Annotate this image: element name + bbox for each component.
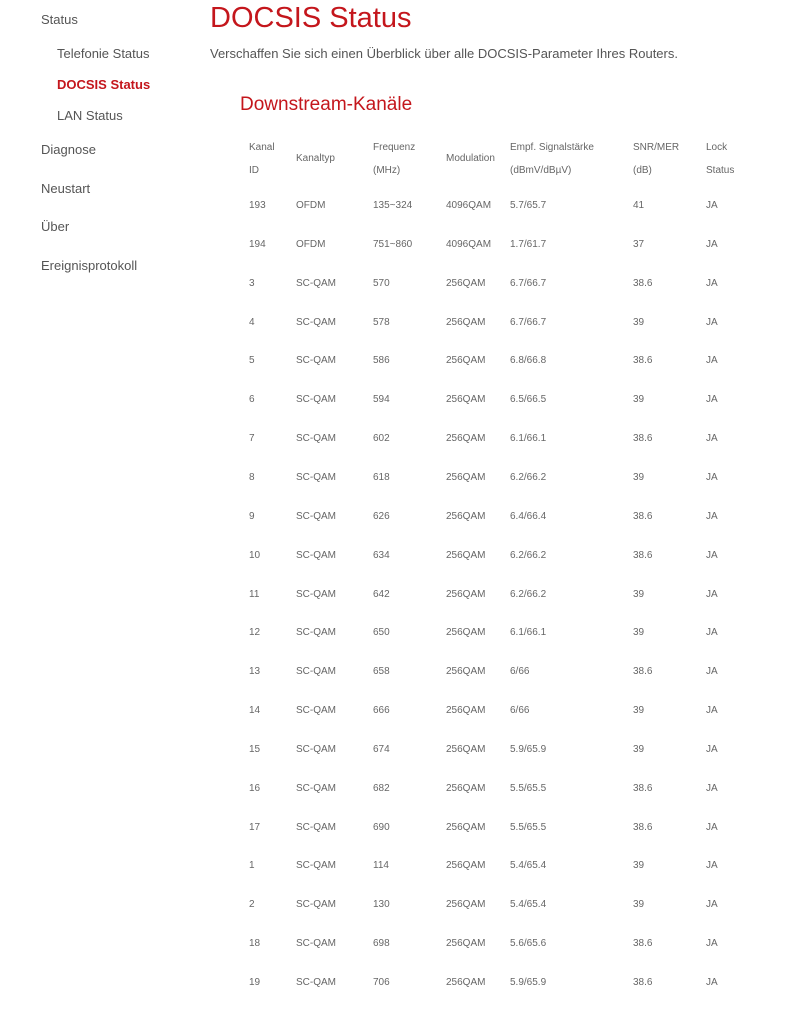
cell-kanal-id: 15: [249, 743, 261, 755]
cell-kanal-id: 193: [249, 200, 266, 211]
cell-signalstaerke: 5.4/65.4: [510, 899, 547, 911]
cell-lock-status: JA: [706, 355, 718, 367]
cell-snr-mer: 39: [633, 860, 645, 872]
cell-kanaltyp: SC-QAM: [296, 277, 336, 289]
cell-lock-status: JA: [706, 666, 718, 678]
cell-lock-status: JA: [706, 782, 718, 794]
cell-frequenz: 706: [373, 977, 390, 988]
cell-snr-mer: 39: [633, 705, 645, 717]
cell-frequenz: 682: [373, 782, 390, 794]
cell-lock-status: JA: [706, 238, 718, 250]
cell-kanal-id: 2: [249, 899, 255, 911]
header-frequenz: Frequenz (MHz): [373, 142, 416, 176]
cell-kanal-id: 1: [249, 860, 255, 872]
cell-snr-mer: 38.6: [633, 782, 653, 794]
cell-kanal-id: 16: [249, 782, 261, 794]
cell-kanal-id: 6: [249, 394, 255, 406]
header-snr-mer: SNR/MER (dB): [633, 142, 680, 176]
cell-modulation: 256QAM: [446, 666, 486, 678]
header-kanal-id: Kanal ID: [249, 142, 275, 176]
cell-kanaltyp: SC-QAM: [296, 627, 336, 639]
cell-signalstaerke: 6/66: [510, 666, 530, 678]
cell-modulation: 256QAM: [446, 627, 486, 639]
table-row: [240, 510, 792, 549]
cell-modulation: 4096QAM: [446, 238, 492, 250]
cell-lock-status: JA: [706, 277, 718, 289]
cell-lock-status: JA: [706, 938, 718, 950]
cell-snr-mer: 38.6: [633, 355, 653, 367]
cell-modulation: 256QAM: [446, 471, 486, 483]
cell-kanaltyp: SC-QAM: [296, 471, 336, 483]
cell-lock-status: JA: [706, 510, 718, 522]
header-signalstaerke: Empf. Signalstärke (dBmV/dBµV): [510, 142, 594, 176]
cell-kanaltyp: OFDM: [296, 200, 326, 211]
table-row: [240, 393, 792, 432]
cell-snr-mer: 39: [633, 394, 645, 406]
cell-snr-mer: 38.6: [633, 977, 653, 988]
cell-frequenz: 570: [373, 277, 390, 289]
cell-signalstaerke: 6.2/66.2: [510, 588, 547, 600]
cell-modulation: 256QAM: [446, 316, 486, 328]
sidebar-item-ereignisprotokoll[interactable]: Ereignisprotokoll: [41, 258, 138, 273]
cell-snr-mer: 37: [633, 238, 645, 250]
cell-snr-mer: 39: [633, 899, 645, 911]
page-title: DOCSIS Status: [210, 2, 412, 34]
cell-lock-status: JA: [706, 316, 718, 328]
cell-signalstaerke: 6.7/66.7: [510, 316, 547, 328]
cell-modulation: 256QAM: [446, 277, 486, 289]
table-row: [240, 471, 792, 510]
cell-lock-status: JA: [706, 860, 718, 872]
sidebar-item-status[interactable]: Status: [41, 12, 78, 27]
table-row: [240, 588, 792, 627]
cell-lock-status: JA: [706, 627, 718, 639]
table-row: [240, 782, 792, 821]
cell-kanal-id: 5: [249, 355, 255, 367]
cell-kanal-id: 17: [249, 821, 261, 833]
cell-modulation: 256QAM: [446, 782, 486, 794]
cell-frequenz: 634: [373, 549, 390, 561]
sidebar-item-diagnose[interactable]: Diagnose: [41, 142, 96, 157]
cell-modulation: 256QAM: [446, 743, 486, 755]
cell-kanaltyp: SC-QAM: [296, 666, 336, 678]
cell-modulation: 4096QAM: [446, 200, 492, 211]
cell-kanaltyp: SC-QAM: [296, 394, 336, 406]
cell-modulation: 256QAM: [446, 938, 486, 950]
cell-kanal-id: 4: [249, 316, 255, 328]
cell-signalstaerke: 5.9/65.9: [510, 977, 547, 988]
cell-signalstaerke: 6.1/66.1: [510, 627, 547, 639]
table-row: [240, 821, 792, 860]
table-row: [240, 743, 792, 782]
cell-kanaltyp: SC-QAM: [296, 782, 336, 794]
cell-snr-mer: 38.6: [633, 821, 653, 833]
table-row: [240, 937, 792, 976]
cell-frequenz: 666: [373, 705, 390, 717]
table-row: [240, 316, 792, 355]
table-row: [240, 549, 792, 588]
cell-lock-status: JA: [706, 899, 718, 911]
cell-modulation: 256QAM: [446, 433, 486, 445]
sidebar-item-docsis-status[interactable]: DOCSIS Status: [57, 77, 151, 92]
cell-signalstaerke: 6/66: [510, 705, 530, 717]
cell-signalstaerke: 6.4/66.4: [510, 510, 547, 522]
cell-kanaltyp: SC-QAM: [296, 821, 336, 833]
cell-modulation: 256QAM: [446, 977, 486, 988]
cell-kanaltyp: SC-QAM: [296, 588, 336, 600]
cell-kanaltyp: OFDM: [296, 238, 326, 250]
cell-frequenz: 650: [373, 627, 390, 639]
cell-kanaltyp: SC-QAM: [296, 316, 336, 328]
cell-signalstaerke: 6.5/66.5: [510, 394, 547, 406]
cell-frequenz: 698: [373, 938, 390, 950]
cell-modulation: 256QAM: [446, 355, 486, 367]
table-row: [240, 976, 792, 1015]
cell-snr-mer: 38.6: [633, 433, 653, 445]
cell-signalstaerke: 5.6/65.6: [510, 938, 547, 950]
cell-kanaltyp: SC-QAM: [296, 705, 336, 717]
cell-kanaltyp: SC-QAM: [296, 899, 336, 911]
header-kanaltyp: Kanaltyp: [296, 153, 335, 164]
cell-signalstaerke: 6.1/66.1: [510, 433, 547, 445]
cell-snr-mer: 38.6: [633, 549, 653, 561]
cell-frequenz: 642: [373, 588, 390, 600]
table-row: [240, 665, 792, 704]
sidebar-item-telefonie-status[interactable]: Telefonie Status: [57, 46, 150, 61]
cell-signalstaerke: 6.2/66.2: [510, 471, 547, 483]
cell-frequenz: 751~860: [373, 238, 413, 250]
cell-kanal-id: 14: [249, 705, 261, 717]
cell-signalstaerke: 6.8/66.8: [510, 355, 547, 367]
cell-modulation: 256QAM: [446, 510, 486, 522]
cell-kanaltyp: SC-QAM: [296, 938, 336, 950]
cell-kanal-id: 194: [249, 238, 266, 250]
table-row: [240, 859, 792, 898]
cell-frequenz: 586: [373, 355, 390, 367]
cell-frequenz: 618: [373, 471, 390, 483]
cell-frequenz: 130: [373, 899, 390, 911]
table-row: [240, 277, 792, 316]
cell-kanaltyp: SC-QAM: [296, 549, 336, 561]
cell-lock-status: JA: [706, 471, 718, 483]
cell-snr-mer: 39: [633, 743, 645, 755]
cell-frequenz: 594: [373, 394, 390, 406]
cell-snr-mer: 41: [633, 200, 645, 211]
cell-snr-mer: 39: [633, 316, 645, 328]
cell-modulation: 256QAM: [446, 860, 486, 872]
cell-frequenz: 626: [373, 510, 390, 522]
cell-kanal-id: 13: [249, 666, 261, 678]
cell-kanal-id: 10: [249, 549, 261, 561]
cell-frequenz: 114: [373, 860, 389, 872]
cell-kanal-id: 19: [249, 977, 261, 988]
cell-kanal-id: 12: [249, 627, 261, 639]
header-modulation: Modulation: [446, 153, 495, 164]
cell-signalstaerke: 6.7/66.7: [510, 277, 547, 289]
cell-kanaltyp: SC-QAM: [296, 860, 336, 872]
cell-kanal-id: 18: [249, 938, 261, 950]
cell-lock-status: JA: [706, 394, 718, 406]
cell-signalstaerke: 6.2/66.2: [510, 549, 547, 561]
table-row: [240, 238, 792, 277]
table-row: [240, 354, 792, 393]
cell-kanal-id: 7: [249, 433, 255, 445]
cell-lock-status: JA: [706, 588, 718, 600]
cell-lock-status: JA: [706, 433, 718, 445]
cell-kanaltyp: SC-QAM: [296, 510, 336, 522]
cell-kanal-id: 3: [249, 277, 255, 289]
sidebar-item-ueber[interactable]: Über: [41, 219, 70, 234]
cell-modulation: 256QAM: [446, 705, 486, 717]
cell-lock-status: JA: [706, 977, 718, 988]
cell-kanaltyp: SC-QAM: [296, 433, 336, 445]
cell-snr-mer: 38.6: [633, 277, 653, 289]
cell-signalstaerke: 5.7/65.7: [510, 200, 547, 211]
section-title-downstream: Downstream-Kanäle: [240, 94, 413, 115]
page-description: Verschaffen Sie sich einen Überblick über alle DOCSIS-Parameter Ihres Routers.: [210, 46, 678, 61]
cell-signalstaerke: 5.5/65.5: [510, 821, 547, 833]
table-row: [240, 898, 792, 937]
cell-frequenz: 602: [373, 433, 390, 445]
table-row: [240, 199, 792, 238]
cell-kanaltyp: SC-QAM: [296, 355, 336, 367]
cell-lock-status: JA: [706, 821, 718, 833]
cell-modulation: 256QAM: [446, 821, 486, 833]
cell-signalstaerke: 5.4/65.4: [510, 860, 547, 872]
cell-frequenz: 135~324: [373, 200, 413, 211]
sidebar-item-lan-status[interactable]: LAN Status: [57, 108, 123, 123]
cell-snr-mer: 38.6: [633, 666, 653, 678]
cell-signalstaerke: 5.9/65.9: [510, 743, 547, 755]
table-row: [240, 704, 792, 743]
table-row: [240, 432, 792, 471]
cell-kanal-id: 9: [249, 510, 255, 522]
cell-frequenz: 658: [373, 666, 390, 678]
cell-frequenz: 690: [373, 821, 390, 833]
cell-signalstaerke: 5.5/65.5: [510, 782, 547, 794]
cell-lock-status: JA: [706, 200, 718, 211]
cell-lock-status: JA: [706, 705, 718, 717]
cell-lock-status: JA: [706, 549, 718, 561]
cell-signalstaerke: 1.7/61.7: [510, 238, 547, 250]
cell-snr-mer: 39: [633, 627, 645, 639]
cell-frequenz: 674: [373, 743, 390, 755]
cell-frequenz: 578: [373, 316, 390, 328]
table-row: [240, 626, 792, 665]
cell-kanaltyp: SC-QAM: [296, 743, 336, 755]
sidebar-item-neustart[interactable]: Neustart: [41, 181, 91, 196]
cell-lock-status: JA: [706, 743, 718, 755]
cell-modulation: 256QAM: [446, 899, 486, 911]
cell-modulation: 256QAM: [446, 549, 486, 561]
cell-snr-mer: 39: [633, 588, 645, 600]
cell-kanal-id: 8: [249, 471, 255, 483]
cell-kanaltyp: SC-QAM: [296, 977, 336, 988]
cell-modulation: 256QAM: [446, 394, 486, 406]
cell-snr-mer: 38.6: [633, 938, 653, 950]
cell-modulation: 256QAM: [446, 588, 486, 600]
cell-snr-mer: 38.6: [633, 510, 653, 522]
header-lock-status: Lock Status: [706, 142, 735, 176]
cell-kanal-id: 11: [249, 588, 260, 600]
cell-snr-mer: 39: [633, 471, 645, 483]
